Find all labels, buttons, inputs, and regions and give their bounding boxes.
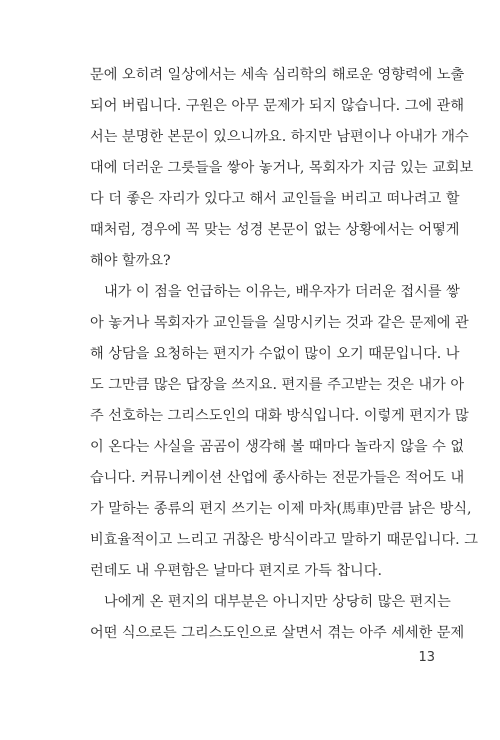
text-line: 어떤 식으로든 그리스도인으로 살면서 겪는 아주 세세한 문제	[90, 625, 465, 641]
text-line: 서는 분명한 본문이 있으니까요. 하지만 남편이나 아내가 개수	[90, 129, 469, 145]
text-line: 런데도 내 우편함은 날마다 편지로 가득 찹니다.	[90, 563, 382, 579]
text-line: 비효율적이고 느리고 귀찮은 방식이라고 말하기 때문입니다. 그	[90, 532, 478, 548]
text-line: 도 그만큼 많은 답장을 쓰지요. 편지를 주고받는 것은 내가 아	[90, 377, 465, 393]
text-line: 습니다. 커뮤니케이션 산업에 종사하는 전문가들은 적어도 내	[90, 470, 465, 486]
text-line: 해 상담을 요청하는 편지가 수없이 많이 오기 때문입니다. 나	[90, 346, 460, 362]
text-line: 문에 오히려 일상에서는 세속 심리학의 해로운 영향력에 노출	[90, 67, 465, 83]
body-text	[90, 60, 478, 649]
text-line: 가 말하는 종류의 편지 쓰기는 이제 마차(馬車)만큼 낡은 방식,	[90, 501, 472, 517]
text-line: 되어 버립니다. 구원은 아무 문제가 되지 않습니다. 그에 관해	[90, 98, 465, 114]
text-line: 이 온다는 사실을 곰곰이 생각해 볼 때마다 놀라지 않을 수 없	[90, 439, 465, 455]
page-number: 13	[418, 650, 435, 665]
text-line: 내가 이 점을 언급하는 이유는, 배우자가 더러운 접시를 쌓	[104, 284, 460, 300]
text-line: 대에 더러운 그릇들을 쌓아 놓거나, 목회자가 지금 있는 교회보	[90, 160, 474, 176]
text-line: 다 더 좋은 자리가 있다고 해서 교인들을 버리고 떠나려고 할	[90, 191, 460, 207]
text-line: 나에게 온 편지의 대부분은 아니지만 상당히 많은 편지는	[104, 594, 451, 610]
text-line: 아 놓거나 목회자가 교인들을 실망시키는 것과 같은 문제에 관	[90, 315, 469, 331]
text-line: 해야 할까요?	[90, 253, 171, 269]
text-line: 주 선호하는 그리스도인의 대화 방식입니다. 이렇게 편지가 많	[90, 408, 469, 424]
text-line: 때처럼, 경우에 꼭 맞는 성경 본문이 없는 상황에서는 어떻게	[90, 222, 460, 238]
